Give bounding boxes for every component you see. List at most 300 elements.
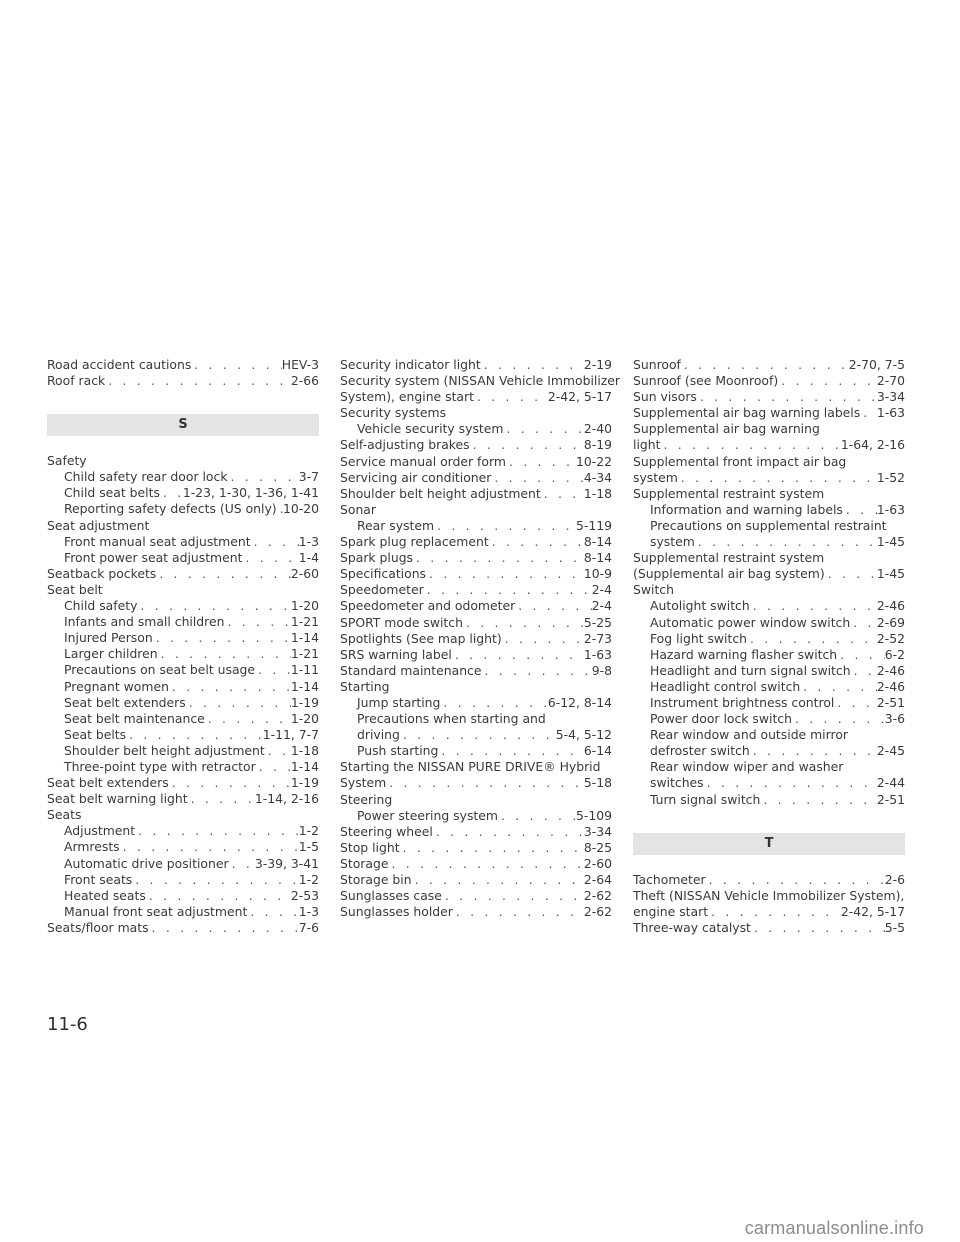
entry-page-ref: 1-21 xyxy=(290,646,319,662)
entry-page-ref: 1-14 xyxy=(290,678,319,694)
entry-term: Pregnant women xyxy=(64,678,169,694)
entry-page-ref: 5-18 xyxy=(583,775,612,791)
entry-page-ref: 1-14 xyxy=(290,630,319,646)
dot-leader xyxy=(860,405,877,421)
entry-term: system xyxy=(633,469,678,485)
index-entry xyxy=(633,405,905,421)
index-entry xyxy=(47,727,319,743)
entry-page-ref: 10-20 xyxy=(282,501,319,517)
dot-leader xyxy=(424,582,592,598)
entry-term: system xyxy=(650,534,695,550)
index-entry xyxy=(340,743,612,759)
index-entry xyxy=(340,566,612,582)
index-heading: Seat adjustment xyxy=(47,517,150,533)
dot-leader xyxy=(760,792,877,808)
entry-page-ref: 2-40 xyxy=(583,421,612,437)
dot-leader xyxy=(491,470,584,486)
index-entry xyxy=(47,839,319,855)
index-entry xyxy=(340,775,612,791)
entry-term: Reporting safety defects (US only) xyxy=(64,501,277,517)
index-entry xyxy=(340,486,612,502)
index-entry xyxy=(633,920,905,936)
entry-term: switches xyxy=(650,775,704,791)
dot-leader xyxy=(825,566,877,582)
dot-leader xyxy=(105,373,291,389)
entry-term: Adjustment xyxy=(64,823,136,839)
entry-term: Child safety xyxy=(64,598,138,614)
dot-leader xyxy=(506,454,576,470)
entry-term: Infants and small children xyxy=(64,614,225,630)
dot-leader xyxy=(681,357,849,373)
entry-page-ref: 2-60 xyxy=(583,855,612,871)
entry-page-ref: 10-22 xyxy=(575,453,612,469)
entry-term: Steering wheel xyxy=(340,823,433,839)
index-heading: Switch xyxy=(633,582,674,598)
entry-page-ref: 2-42, 5-17 xyxy=(840,903,905,919)
entry-term: Push starting xyxy=(357,743,439,759)
entry-term: Specifications xyxy=(340,566,427,582)
entry-page-ref: 8-14 xyxy=(583,550,612,566)
index-entry xyxy=(633,502,905,518)
dot-leader xyxy=(255,662,291,678)
entry-term: Shoulder belt height adjustment xyxy=(64,742,265,758)
entry-page-ref: 3-6 xyxy=(884,711,905,727)
index-entry xyxy=(47,550,319,566)
index-entry xyxy=(633,566,905,582)
entry-page-ref: 2-19 xyxy=(583,357,612,372)
index-entry xyxy=(340,824,612,840)
entry-term: Self-adjusting brakes xyxy=(340,437,470,453)
section-header: T xyxy=(633,833,905,855)
dot-leader xyxy=(792,711,885,727)
entry-term: Power door lock switch xyxy=(650,711,792,727)
entry-term: Vehicle security system xyxy=(357,421,504,437)
dot-leader xyxy=(229,856,255,872)
entry-term: driving xyxy=(357,727,400,743)
index-heading: Rear window and outside mirror xyxy=(650,727,849,743)
index-entry xyxy=(47,357,319,373)
index-entry xyxy=(340,695,612,711)
entry-page-ref: 5-4, 5-12 xyxy=(555,727,612,743)
dot-leader xyxy=(452,647,584,663)
entry-term: SRS warning label xyxy=(340,646,452,662)
entry-term: Instrument brightness control xyxy=(650,694,835,710)
dot-leader xyxy=(400,840,584,856)
index-entry xyxy=(340,872,612,888)
entry-page-ref: 2-69 xyxy=(876,614,905,630)
index-entry xyxy=(633,679,905,695)
dot-leader xyxy=(678,470,877,486)
dot-leader xyxy=(747,631,877,647)
entry-term: Security indicator light xyxy=(340,357,481,372)
index-entry xyxy=(340,550,612,566)
index-entry xyxy=(633,695,905,711)
entry-term: System), engine start xyxy=(340,389,474,405)
dot-leader xyxy=(706,872,885,888)
entry-page-ref: 1-14 xyxy=(290,758,319,774)
dot-leader xyxy=(224,614,290,630)
entry-page-ref: HEV-3 xyxy=(281,357,319,372)
index-heading: Seat belt xyxy=(47,581,103,597)
index-entry xyxy=(633,437,905,453)
dot-leader xyxy=(413,550,584,566)
entry-term: Storage bin xyxy=(340,872,412,887)
entry-page-ref: 1-64, 2-16 xyxy=(840,437,905,453)
entry-page-ref: 2-45 xyxy=(876,743,905,759)
index-entry xyxy=(47,566,319,582)
entry-term: Spotlights (See map light) xyxy=(340,630,502,646)
entry-page-ref: 3-7 xyxy=(298,469,319,485)
entry-term: Shoulder belt height adjustment xyxy=(340,485,541,501)
dot-leader xyxy=(660,437,840,453)
entry-term: defroster switch xyxy=(650,743,750,759)
entry-page-ref: 1-14, 2-16 xyxy=(254,791,319,807)
entry-term: Headlight control switch xyxy=(650,678,801,694)
index-heading: Theft (NISSAN Vehicle Immobilizer System), xyxy=(633,887,905,903)
dot-leader xyxy=(708,904,841,920)
entry-page-ref: 2-44 xyxy=(876,775,905,791)
index-entry xyxy=(47,856,319,872)
index-heading: Security systems xyxy=(340,405,447,421)
entry-term: Injured Person xyxy=(64,630,153,646)
entry-page-ref: 5-109 xyxy=(575,807,612,823)
section-header: S xyxy=(47,414,319,436)
entry-term: Roof rack xyxy=(47,373,106,389)
entry-page-ref: 2-70 xyxy=(876,373,905,389)
watermark-link[interactable]: carmanualsonline.info xyxy=(744,1218,924,1238)
entry-page-ref: 6-14 xyxy=(583,743,612,759)
entry-page-ref: 5-25 xyxy=(583,614,612,630)
entry-page-ref: 1-63 xyxy=(876,405,905,421)
index-entry xyxy=(633,792,905,808)
index-entry xyxy=(340,534,612,550)
index-heading: Supplemental air bag warning xyxy=(633,421,820,437)
entry-term: Turn signal switch xyxy=(650,791,761,807)
entry-page-ref: 1-4 xyxy=(298,549,319,565)
index-entry xyxy=(47,630,319,646)
entry-term: Supplemental air bag warning labels xyxy=(633,405,861,421)
index-entry xyxy=(633,872,905,888)
dot-leader xyxy=(704,775,877,791)
index-entry xyxy=(340,840,612,856)
entry-term: Spark plugs xyxy=(340,550,414,566)
entry-term: Speedometer xyxy=(340,582,424,598)
dot-leader xyxy=(470,437,584,453)
index-entry xyxy=(340,856,612,872)
entry-term: Spark plug replacement xyxy=(340,534,489,550)
index-entry xyxy=(340,808,612,824)
entry-page-ref: 1-19 xyxy=(290,694,319,710)
index-entry xyxy=(633,775,905,791)
dot-leader xyxy=(386,775,584,791)
entry-term: Child safety rear door lock xyxy=(64,469,228,485)
entry-page-ref: 1-63 xyxy=(876,501,905,517)
dot-leader xyxy=(503,421,583,437)
index-entry xyxy=(340,470,612,486)
entry-page-ref: 2-66 xyxy=(290,373,319,389)
index-heading: Supplemental restraint system xyxy=(633,550,825,566)
dot-leader xyxy=(750,598,877,614)
entry-term: Speedometer and odometer xyxy=(340,598,516,614)
entry-page-ref: 1-20 xyxy=(290,598,319,614)
index-entry xyxy=(47,469,319,485)
index-entry xyxy=(47,534,319,550)
entry-page-ref: 1-11 xyxy=(290,662,319,678)
entry-page-ref: 1-5 xyxy=(298,839,319,855)
entry-term: engine start xyxy=(633,903,709,919)
index-heading: Sonar xyxy=(340,501,376,517)
index-entry xyxy=(340,518,612,534)
entry-term: Seat belt maintenance xyxy=(64,710,205,726)
dot-leader xyxy=(489,534,584,550)
dot-leader xyxy=(137,598,290,614)
index-entry xyxy=(47,373,319,389)
dot-leader xyxy=(251,534,299,550)
index-entry xyxy=(340,727,612,743)
index-entry xyxy=(340,663,612,679)
index-heading: Security system (NISSAN Vehicle Immobilizer xyxy=(340,373,620,389)
entry-term: Information and warning labels xyxy=(650,501,843,517)
index-entry xyxy=(633,743,905,759)
entry-page-ref: 2-53 xyxy=(290,887,319,903)
entry-page-ref: 2-62 xyxy=(583,888,612,904)
index-heading: Supplemental front impact air bag xyxy=(633,453,847,469)
dot-leader xyxy=(247,904,298,920)
index-entry xyxy=(47,759,319,775)
entry-term: Sunroof (see Moonroof) xyxy=(633,373,779,389)
dot-leader xyxy=(169,775,291,791)
entry-page-ref: 1-23, 1-30, 1-36, 1-41 xyxy=(182,485,319,501)
dot-leader xyxy=(834,695,877,711)
dot-leader xyxy=(541,486,584,502)
index-entry xyxy=(633,357,905,373)
index-entry xyxy=(47,646,319,662)
entry-page-ref: 1-19 xyxy=(290,775,319,791)
entry-term: Tachometer xyxy=(633,871,706,887)
dot-leader xyxy=(778,373,877,389)
entry-term: Seats/floor mats xyxy=(47,919,149,935)
entry-term: Armrests xyxy=(64,839,120,855)
entry-page-ref: 10-9 xyxy=(583,566,612,582)
index-entry xyxy=(340,888,612,904)
dot-leader xyxy=(156,566,291,582)
entry-page-ref: 1-20 xyxy=(290,710,319,726)
index-entry xyxy=(47,614,319,630)
index-heading: Starting xyxy=(340,678,390,694)
index-entry xyxy=(47,485,319,501)
dot-leader xyxy=(160,485,183,501)
dot-leader xyxy=(388,856,583,872)
entry-term: Road accident cautions xyxy=(47,357,192,372)
entry-page-ref: 6-12, 8-14 xyxy=(547,694,612,710)
index-entry xyxy=(340,631,612,647)
index-column-1 xyxy=(47,357,319,936)
dot-leader xyxy=(265,743,291,759)
index-entry xyxy=(47,823,319,839)
entry-term: System xyxy=(340,775,387,791)
entry-page-ref: 1-3 xyxy=(298,903,319,919)
entry-term: Three-way catalyst xyxy=(633,919,751,935)
dot-leader xyxy=(695,534,877,550)
entry-term: Front manual seat adjustment xyxy=(64,533,251,549)
dot-leader xyxy=(453,904,584,920)
dot-leader xyxy=(697,389,877,405)
entry-page-ref: 1-45 xyxy=(876,566,905,582)
dot-leader xyxy=(515,598,592,614)
index-heading: Steering xyxy=(340,791,393,807)
entry-term: (Supplemental air bag system) xyxy=(633,566,825,582)
dot-leader xyxy=(433,824,584,840)
entry-term: SPORT mode switch xyxy=(340,614,463,630)
entry-term: Seat belts xyxy=(64,726,127,742)
entry-term: Sunroof xyxy=(633,357,681,372)
entry-page-ref: 2-60 xyxy=(290,565,319,581)
entry-term: Larger children xyxy=(64,646,158,662)
index-entry xyxy=(633,631,905,647)
index-entry xyxy=(47,695,319,711)
entry-term: Servicing air conditioner xyxy=(340,469,492,485)
dot-leader xyxy=(751,920,885,936)
entry-term: Front seats xyxy=(64,871,133,887)
entry-term: Sunglasses holder xyxy=(340,904,453,920)
index-entry xyxy=(340,598,612,614)
index-heading: Precautions when starting and xyxy=(357,711,546,727)
index-entry xyxy=(340,904,612,920)
index-entry xyxy=(340,357,612,373)
dot-leader xyxy=(186,695,291,711)
index-entry xyxy=(47,501,319,517)
dot-leader xyxy=(837,647,885,663)
entry-term: Precautions on seat belt usage xyxy=(64,662,256,678)
entry-page-ref: 6-2 xyxy=(884,646,905,662)
entry-term: Jump starting xyxy=(357,694,441,710)
entry-page-ref: 2-62 xyxy=(583,904,612,920)
dot-leader xyxy=(135,823,299,839)
dot-leader xyxy=(120,839,299,855)
entry-term: Seat belt extenders xyxy=(64,694,186,710)
index-entry xyxy=(340,615,612,631)
entry-page-ref: 2-46 xyxy=(876,598,905,614)
dot-leader xyxy=(463,615,584,631)
entry-term: Autolight switch xyxy=(650,598,750,614)
index-entry xyxy=(633,470,905,486)
dot-leader xyxy=(843,502,877,518)
entry-term: light xyxy=(633,437,661,453)
dot-leader xyxy=(481,357,584,373)
entry-term: Standard maintenance xyxy=(340,662,482,678)
entry-page-ref: 2-6 xyxy=(884,871,905,887)
index-heading: Rear window wiper and washer xyxy=(650,759,844,775)
entry-page-ref: 2-73 xyxy=(583,630,612,646)
index-entry xyxy=(633,711,905,727)
dot-leader xyxy=(146,888,291,904)
dot-leader xyxy=(242,550,298,566)
index-entry xyxy=(47,791,319,807)
entry-page-ref: 2-46 xyxy=(876,662,905,678)
dot-leader xyxy=(132,872,298,888)
dot-leader xyxy=(850,615,877,631)
entry-page-ref: 1-21 xyxy=(290,614,319,630)
entry-term: Fog light switch xyxy=(650,630,748,646)
entry-term: Child seat belts xyxy=(64,485,160,501)
entry-term: Three-point type with retractor xyxy=(64,758,256,774)
dot-leader xyxy=(256,759,291,775)
entry-term: Seatback pockets xyxy=(47,565,157,581)
entry-page-ref: 2-4 xyxy=(591,582,612,598)
entry-page-ref: 5-5 xyxy=(884,919,905,935)
index-entry xyxy=(47,920,319,936)
dot-leader xyxy=(502,631,584,647)
index-entry xyxy=(633,598,905,614)
index-entry xyxy=(47,775,319,791)
entry-term: Hazard warning flasher switch xyxy=(650,646,838,662)
entry-term: Sunglasses case xyxy=(340,888,442,904)
entry-page-ref: 1-11, 7-7 xyxy=(262,726,319,742)
index-heading: Seats xyxy=(47,807,82,823)
index-entry xyxy=(47,904,319,920)
index-column-2 xyxy=(340,357,620,920)
entry-page-ref: 2-52 xyxy=(876,630,905,646)
index-entry xyxy=(633,647,905,663)
entry-page-ref: 2-46 xyxy=(876,678,905,694)
index-entry xyxy=(633,904,905,920)
entry-page-ref: 8-25 xyxy=(583,839,612,855)
dot-leader xyxy=(851,663,877,679)
index-entry xyxy=(340,421,612,437)
entry-term: Power steering system xyxy=(357,807,498,823)
page-number: 11-6 xyxy=(47,1014,88,1035)
dot-leader xyxy=(228,469,299,485)
index-entry xyxy=(633,663,905,679)
dot-leader xyxy=(400,727,556,743)
entry-page-ref: 3-34 xyxy=(876,389,905,405)
entry-page-ref: 4-34 xyxy=(583,469,612,485)
index-entry xyxy=(340,454,612,470)
entry-page-ref: 2-64 xyxy=(583,872,612,887)
index-entry xyxy=(633,534,905,550)
entry-page-ref: 1-18 xyxy=(583,485,612,501)
dot-leader xyxy=(442,888,584,904)
dot-leader xyxy=(440,695,547,711)
entry-page-ref: 8-14 xyxy=(583,534,612,550)
dot-leader xyxy=(158,646,291,662)
dot-leader xyxy=(169,679,291,695)
index-entry xyxy=(47,743,319,759)
dot-leader xyxy=(434,518,576,534)
dot-leader xyxy=(126,727,263,743)
entry-page-ref: 2-51 xyxy=(876,694,905,710)
entry-page-ref: 1-52 xyxy=(876,469,905,485)
entry-page-ref: 7-6 xyxy=(298,919,319,935)
entry-term: Stop light xyxy=(340,839,400,855)
entry-page-ref: 2-70, 7-5 xyxy=(848,357,905,372)
index-heading: Supplemental restraint system xyxy=(633,485,825,501)
entry-page-ref: 1-3 xyxy=(298,533,319,549)
entry-page-ref: 2-42, 5-17 xyxy=(547,389,612,405)
entry-term: Heated seats xyxy=(64,887,146,903)
entry-page-ref: 1-18 xyxy=(290,742,319,758)
dot-leader xyxy=(498,808,576,824)
index-heading: Precautions on supplemental restraint xyxy=(650,517,887,533)
entry-term: Seat belt warning light xyxy=(47,791,188,807)
entry-term: Storage xyxy=(340,855,389,871)
index-entry xyxy=(47,711,319,727)
entry-term: Automatic drive positioner xyxy=(64,855,229,871)
dot-leader xyxy=(188,791,255,807)
index-entry xyxy=(340,437,612,453)
index-entry xyxy=(340,647,612,663)
index-entry xyxy=(47,662,319,678)
